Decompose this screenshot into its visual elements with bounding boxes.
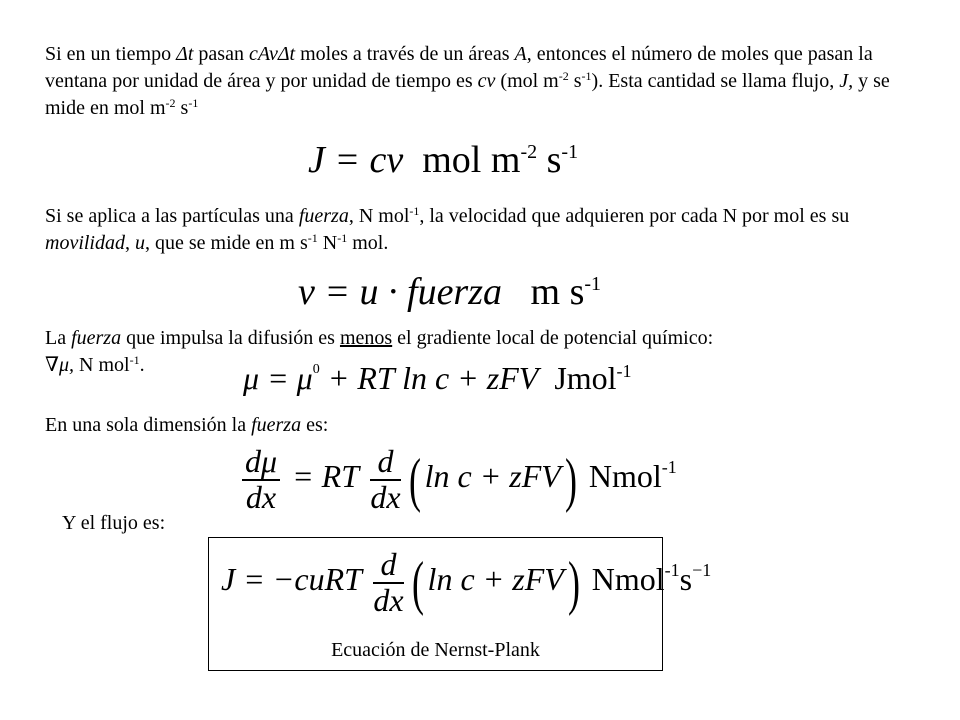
equation-chemical-potential: $\mu = \mu^0$ + RT ln c + zFV Jmol$^{-1}$ — [243, 360, 632, 396]
paragraph-force: La fuerza que impulsa la difusión es menos el gradiente local de potencial químico: ∇μ, N mol$^{-1}$. — [45, 327, 714, 376]
equation-force-gradient: $\frac{d\mu}{dx}$ = RT $\frac{d}{dx}$ ( ln c + zFV) Nmol$^{-1}$ — [238, 445, 677, 514]
equation-velocity: v = u · fuerza m $s^{-1}$ — [298, 271, 602, 313]
paragraph-one-dimension: En una sola dimensión la fuerza es: — [45, 414, 329, 436]
paragraph-flux: Si en un tiempo Δt pasan cAvΔt moles a través de un áreas A, entonces el número de moles que pasan la ventana por unidad de área y por unidad de tiempo es cv (mol $m^{-2}$ $s^{-1}$). Esta cantidad se llama flujo, J, y se mide en mol $m^{-2}$ $s^{-1}$ — [45, 43, 890, 119]
paragraph-flux-is: Y el flujo es: — [62, 512, 166, 534]
equation-nernst-planck: J = −cuRT $\frac{d}{dx}$ ( ln c + zFV) $Nmol^{-1}s^{-1}$ — [221, 546, 712, 618]
paragraph-mobility: Si se aplica a las partículas una fuerza, N mol$^{-1}$, la velocidad que adquieren por cada N por mol es su movilidad, u, que se mide en m $s^{-1}$ $N^{-1}$ mol. — [45, 204, 850, 254]
nernst-planck-box — [208, 537, 712, 671]
equation-flux: J = cv mol $m^{-2}$ $s^{-1}$ — [308, 139, 579, 181]
equation-caption: Ecuación de Nernst-Plank — [331, 639, 540, 661]
